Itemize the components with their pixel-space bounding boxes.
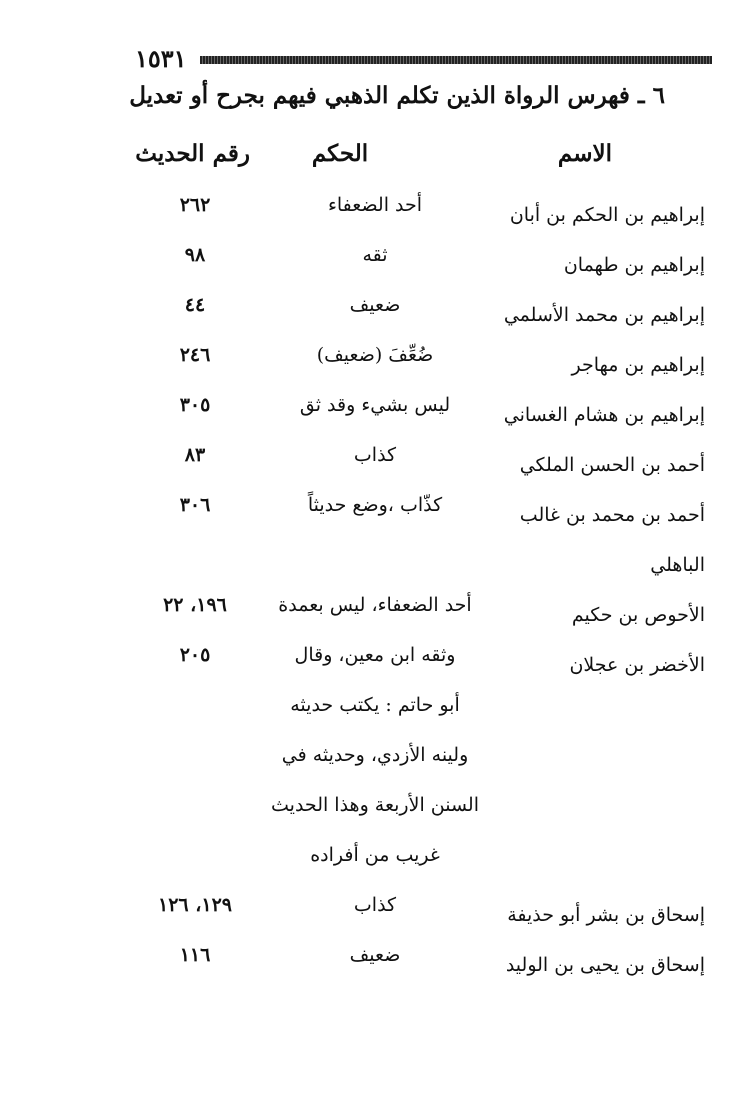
table-row [0, 290, 747, 340]
narrator-name: الأحوص بن حكيم [571, 604, 705, 626]
narrator-ruling: ثقه [362, 244, 388, 266]
narrator-ruling: ليس بشيء وقد ثق [299, 394, 451, 416]
hadith-number: ١٢٩، ١٢٦ [158, 894, 232, 916]
table-row [0, 840, 747, 890]
table-row [0, 690, 747, 740]
narrator-ruling: وثقه ابن معين، وقال [294, 644, 456, 666]
table-row [0, 540, 747, 590]
page-number: ١٥٣١ [135, 44, 187, 73]
narrator-ruling: ضعيف [349, 944, 401, 966]
column-header-name: الاسم [557, 140, 612, 167]
narrator-name: إسحاق بن يحيى بن الوليد [505, 954, 705, 976]
table-row [0, 340, 747, 390]
narrator-name: إبراهيم بن هشام الغساني [503, 404, 705, 426]
hadith-number: ٣٠٥ [179, 394, 211, 416]
hadith-number: ٢٠٥ [179, 644, 211, 666]
narrator-ruling: أحد الضعفاء [327, 194, 423, 216]
narrator-ruling: أبو حاتم : يكتب حديثه [290, 694, 460, 716]
narrator-name: إبراهيم بن مهاجر [571, 354, 705, 376]
table-row [0, 440, 747, 490]
narrator-name: إسحاق بن بشر أبو حذيفة [507, 904, 705, 926]
narrator-ruling: ضعيف [349, 294, 401, 316]
header-rule [200, 56, 712, 64]
narrator-name: أحمد بن محمد بن غالب [519, 504, 705, 526]
narrator-name: إبراهيم بن محمد الأسلمي [503, 304, 705, 326]
table-row [0, 490, 747, 540]
narrator-ruling: غريب من أفراده [310, 844, 440, 866]
hadith-number: ٩٨ [184, 244, 206, 266]
narrator-ruling: كذاب [353, 894, 397, 916]
narrator-name: إبراهيم بن طهمان [563, 254, 705, 276]
table-row [0, 240, 747, 290]
hadith-number: ٨٣ [184, 444, 206, 466]
table-row [0, 790, 747, 840]
narrators-table [0, 190, 747, 990]
narrator-ruling: السنن الأربعة وهذا الحديث [271, 794, 479, 816]
table-row [0, 740, 747, 790]
table-row [0, 590, 747, 640]
page-title: ٦ ـ فهرس الرواة الذين تكلم الذهبي فيهم بجرح أو تعديل [129, 82, 665, 109]
table-row [0, 890, 747, 940]
narrator-name: إبراهيم بن الحكم بن أبان [509, 204, 705, 226]
narrator-ruling: كذاب [353, 444, 397, 466]
hadith-number: ٣٠٦ [179, 494, 211, 516]
table-row [0, 940, 747, 990]
hadith-number: ١٩٦، ٢٢ [163, 594, 227, 616]
narrator-name: أحمد بن الحسن الملكي [519, 454, 705, 476]
hadith-number: ٤٤ [184, 294, 206, 316]
narrator-ruling: أحد الضعفاء، ليس بعمدة [278, 594, 472, 616]
narrator-ruling: كذّاب ،وضع حديثاً [307, 494, 443, 516]
narrator-ruling: ولينه الأزدي، وحديثه في [281, 744, 469, 766]
column-header-hadith-number: رقم الحديث [135, 140, 250, 167]
table-row [0, 190, 747, 240]
hadith-number: ١١٦ [179, 944, 211, 966]
narrator-name: الباهلي [650, 554, 705, 576]
table-row [0, 390, 747, 440]
table-row [0, 640, 747, 690]
column-header-ruling: الحكم [311, 140, 369, 167]
narrator-name: الأخضر بن عجلان [569, 654, 705, 676]
narrator-ruling: ضُعِّفَ (ضعيف) [316, 344, 434, 366]
hadith-number: ٢٦٢ [179, 194, 211, 216]
hadith-number: ٢٤٦ [179, 344, 211, 366]
